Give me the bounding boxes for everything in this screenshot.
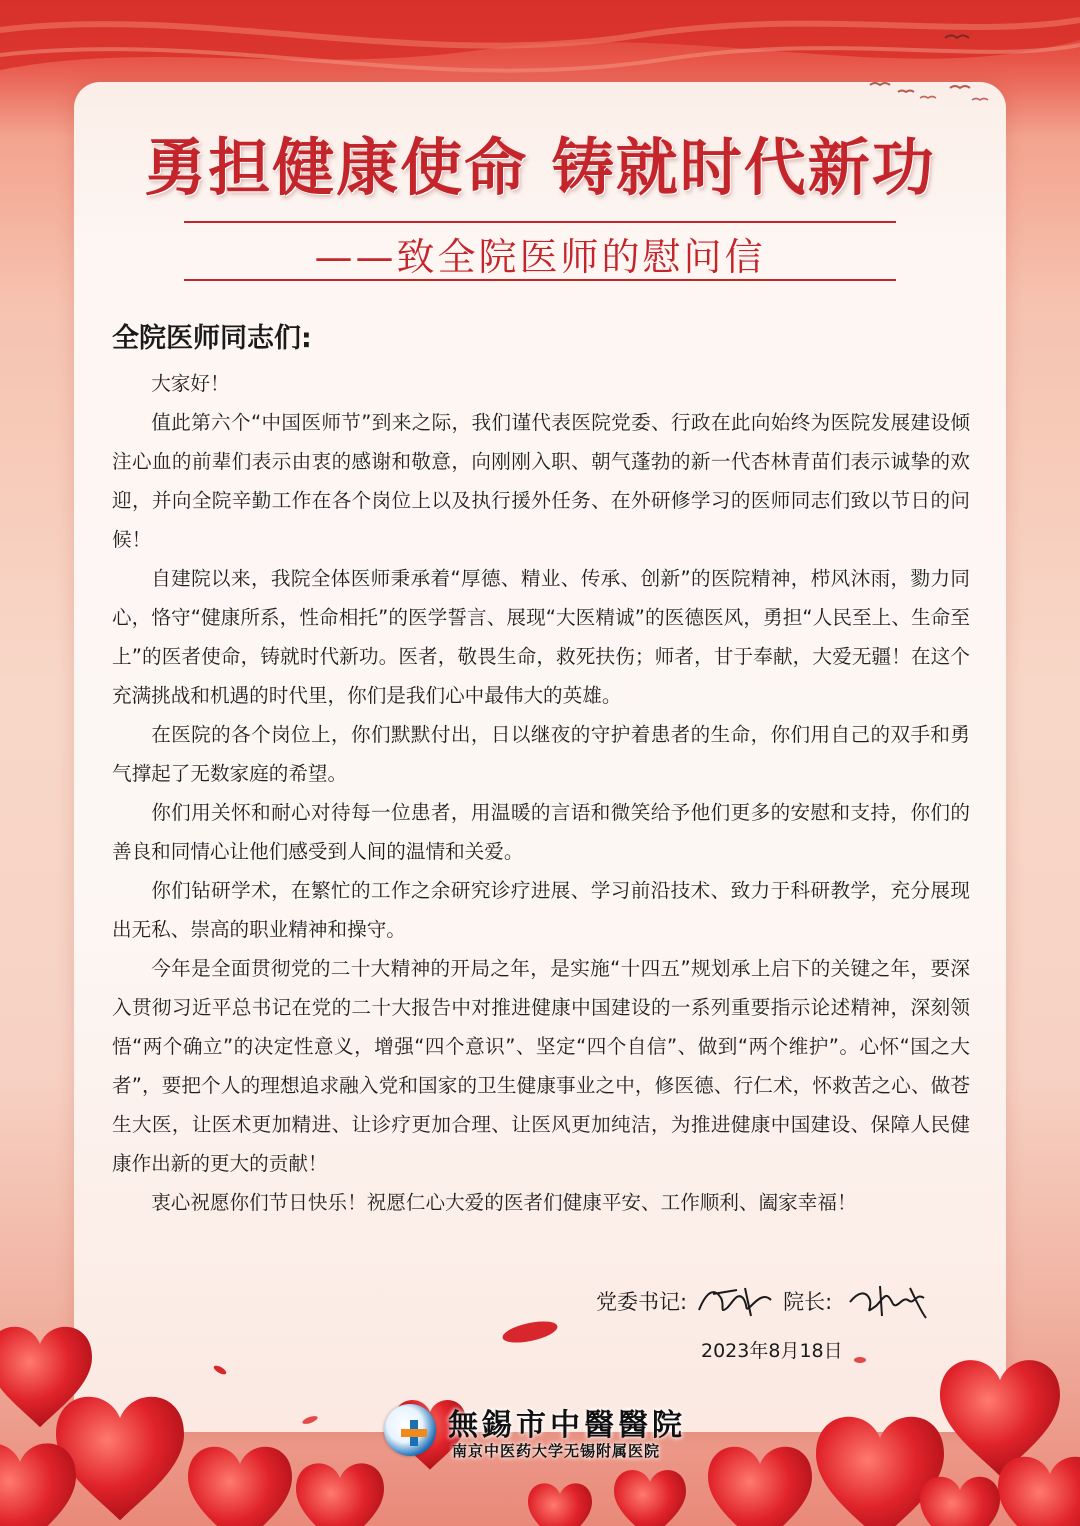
- paragraph: 在医院的各个岗位上，你们默默付出，日以继夜的守护着患者的生命，你们用自己的双手和勇气撑起了无数家庭的希望。: [112, 723, 970, 785]
- birds-decoration: [850, 30, 1000, 120]
- paragraph: 今年是全面贯彻党的二十大精神的开局之年，是实施“十四五”规划承上启下的关键之年，要深入贯彻习近平总书记在党的二十大报告中对推进健康中国建设的一系列重要指示论述精神，深刻领悟“两个确立”的决定性意义，增强“四个意识”、坚定“四个自信”、做到“两个维护”。心怀“国之大者”，要把个人的理想追求融入党和国家的卫生健康事业之中，修医德、行仁术，怀救苦之心、做苍生大医，让医术更加精进、让诊疗更加合理、让医风更加纯洁，为推进健康中国建设、保障人民健康作出新的更大的贡献！: [112, 957, 970, 1175]
- hospital-logo: [380, 1398, 710, 1470]
- hospital-emblem-icon: [384, 1404, 436, 1456]
- subtitle-bottom-rule: [184, 279, 896, 281]
- paragraph: 你们用关怀和耐心对待每一位患者，用温暖的言语和微笑给予他们更多的安慰和支持，你们的善良和同情心让他们感受到人间的温情和关爱。: [112, 801, 970, 863]
- paragraph: 大家好！: [151, 372, 230, 395]
- cross-icon: [401, 1420, 427, 1446]
- letter-date: 2023年8月18日: [701, 1340, 843, 1362]
- subtitle-top-rule: [184, 221, 896, 223]
- paragraph: 自建院以来，我院全体医师秉承着“厚德、精业、传承、创新”的医院精神，栉风沐雨，勠力同心，恪守“健康所系，性命相托”的医学誓言、展现“大医精诚”的医德医风，勇担“人民至上、生命至上”的医者使命，铸就时代新功。医者，敬畏生命，救死扶伤；师者，甘于奉献，大爱无疆！在这个充满挑战和机遇的时代里，你们是我们心中最伟大的英雄。: [112, 567, 970, 707]
- greeting: 全院医师同志们:: [112, 323, 312, 354]
- letter-body: [112, 364, 970, 1222]
- president-label: 院长:: [783, 1290, 833, 1314]
- page-title: 勇担健康使命 铸就时代新功: [144, 131, 936, 204]
- hospital-affiliation: 南京中医药大学无锡附属医院: [452, 1442, 661, 1460]
- paragraph: 衷心祝愿你们节日快乐！祝愿仁心大爱的医者们健康平安、工作顺利、阖家幸福！: [151, 1191, 857, 1214]
- hospital-name: 無錫市中醫醫院: [448, 1408, 686, 1443]
- party-secretary-label: 党委书记:: [596, 1290, 688, 1314]
- paragraph: 你们钻研学术，在繁忙的工作之余研究诊疗进展、学习前沿技术、致力于科研教学，充分展现出无私、崇高的职业精神和操守。: [112, 879, 970, 941]
- party-secretary-signature: [693, 1280, 777, 1322]
- signature-block: [596, 1280, 938, 1322]
- president-signature: [838, 1280, 938, 1322]
- page-subtitle: ——致全院医师的慰问信: [314, 235, 766, 279]
- paragraph: 值此第六个“中国医师节”到来之际，我们谨代表医院党委、行政在此向始终为医院发展建设倾注心血的前辈们表示由衷的感谢和敬意，向刚刚入职、朝气蓬勃的新一代杏林青苗们表示诚挚的欢迎，并向全院辛勤工作在各个岗位上以及执行援外任务、在外研修学习的医师同志们致以节日的问候！: [112, 411, 970, 551]
